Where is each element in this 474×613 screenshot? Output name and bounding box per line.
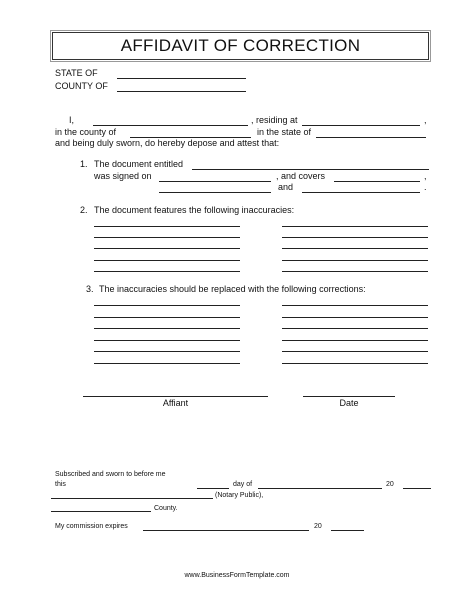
covers-field-3[interactable] xyxy=(302,192,420,193)
signed-on-label: was signed on xyxy=(94,171,152,181)
affiant-name-field[interactable] xyxy=(93,125,248,126)
correction-line-right-2[interactable] xyxy=(282,317,428,318)
commission-field[interactable] xyxy=(143,530,309,531)
item1-comma: , xyxy=(424,171,427,181)
inaccuracy-line-right-4[interactable] xyxy=(282,260,428,261)
correction-line-left-4[interactable] xyxy=(94,340,240,341)
item2-text: The document features the following inaccuracies: xyxy=(94,205,295,215)
county-period-label: County. xyxy=(154,505,178,512)
inaccuracy-line-right-1[interactable] xyxy=(282,226,428,227)
this-label: this xyxy=(55,481,66,488)
year-prefix: 20 xyxy=(386,481,394,488)
correction-line-left-1[interactable] xyxy=(94,305,240,306)
signed-date-field[interactable] xyxy=(159,181,271,182)
commission-label: My commission expires xyxy=(55,523,128,530)
inaccuracy-line-left-4[interactable] xyxy=(94,260,240,261)
notary-county-field[interactable] xyxy=(51,511,151,512)
residence-field[interactable] xyxy=(302,125,420,126)
date-label: Date xyxy=(339,398,359,408)
state-label: STATE OF xyxy=(55,68,98,78)
inaccuracy-line-left-2[interactable] xyxy=(94,237,240,238)
affiant-signature-field[interactable] xyxy=(83,396,268,397)
item3-number: 3. xyxy=(86,284,94,294)
correction-line-right-4[interactable] xyxy=(282,340,428,341)
document-title: AFFIDAVIT OF CORRECTION xyxy=(120,36,361,55)
county-field[interactable] xyxy=(117,91,246,92)
correction-line-left-5[interactable] xyxy=(94,351,240,352)
correction-line-left-6[interactable] xyxy=(94,363,240,364)
in-county-label: in the county of xyxy=(55,127,117,137)
item1-text: The document entitled xyxy=(94,159,184,169)
residence-state-field[interactable] xyxy=(316,137,426,138)
residing-at-label: , residing at xyxy=(251,115,298,125)
month-field[interactable] xyxy=(258,488,382,489)
correction-line-right-6[interactable] xyxy=(282,363,428,364)
subscribed-text: Subscribed and sworn to before me xyxy=(55,471,166,478)
year-field[interactable] xyxy=(403,488,431,489)
inaccuracy-line-left-1[interactable] xyxy=(94,226,240,227)
sworn-text: and being duly sworn, do hereby depose and attest that: xyxy=(55,138,280,148)
correction-line-left-2[interactable] xyxy=(94,317,240,318)
inaccuracy-line-right-2[interactable] xyxy=(282,237,428,238)
in-state-label: in the state of xyxy=(257,127,312,137)
commission-year-field[interactable] xyxy=(331,530,364,531)
county-label: COUNTY OF xyxy=(55,81,108,91)
correction-line-left-3[interactable] xyxy=(94,328,240,329)
state-field[interactable] xyxy=(117,78,246,79)
item1-period: . xyxy=(424,182,427,192)
item3-text: The inaccuracies should be replaced with the following corrections: xyxy=(99,284,366,294)
intro-i-label: I, xyxy=(69,115,75,125)
inaccuracy-line-right-3[interactable] xyxy=(282,248,428,249)
year-prefix-2: 20 xyxy=(314,523,322,530)
inaccuracy-line-left-5[interactable] xyxy=(94,271,240,272)
correction-line-right-3[interactable] xyxy=(282,328,428,329)
covers-field-1[interactable] xyxy=(334,181,420,182)
intro-comma: , xyxy=(424,115,427,125)
item2-number: 2. xyxy=(80,205,88,215)
and-covers-label: , and covers xyxy=(276,171,326,181)
document-title-field[interactable] xyxy=(192,169,429,170)
inaccuracy-line-left-3[interactable] xyxy=(94,248,240,249)
notary-public-label: (Notary Public), xyxy=(215,492,264,499)
affiant-label: Affiant xyxy=(162,398,189,408)
day-of-label: day of xyxy=(233,481,253,488)
correction-line-right-5[interactable] xyxy=(282,351,428,352)
signature-date-field[interactable] xyxy=(303,396,395,397)
notary-public-field[interactable] xyxy=(51,498,213,499)
correction-line-right-1[interactable] xyxy=(282,305,428,306)
and-label: and xyxy=(278,182,294,192)
title-box xyxy=(52,32,429,60)
covers-field-2[interactable] xyxy=(159,192,271,193)
footer-url: www.BusinessFormTemplate.com xyxy=(184,572,290,579)
inaccuracy-line-right-5[interactable] xyxy=(282,271,428,272)
item1-number: 1. xyxy=(80,159,88,169)
day-field[interactable] xyxy=(197,488,229,489)
